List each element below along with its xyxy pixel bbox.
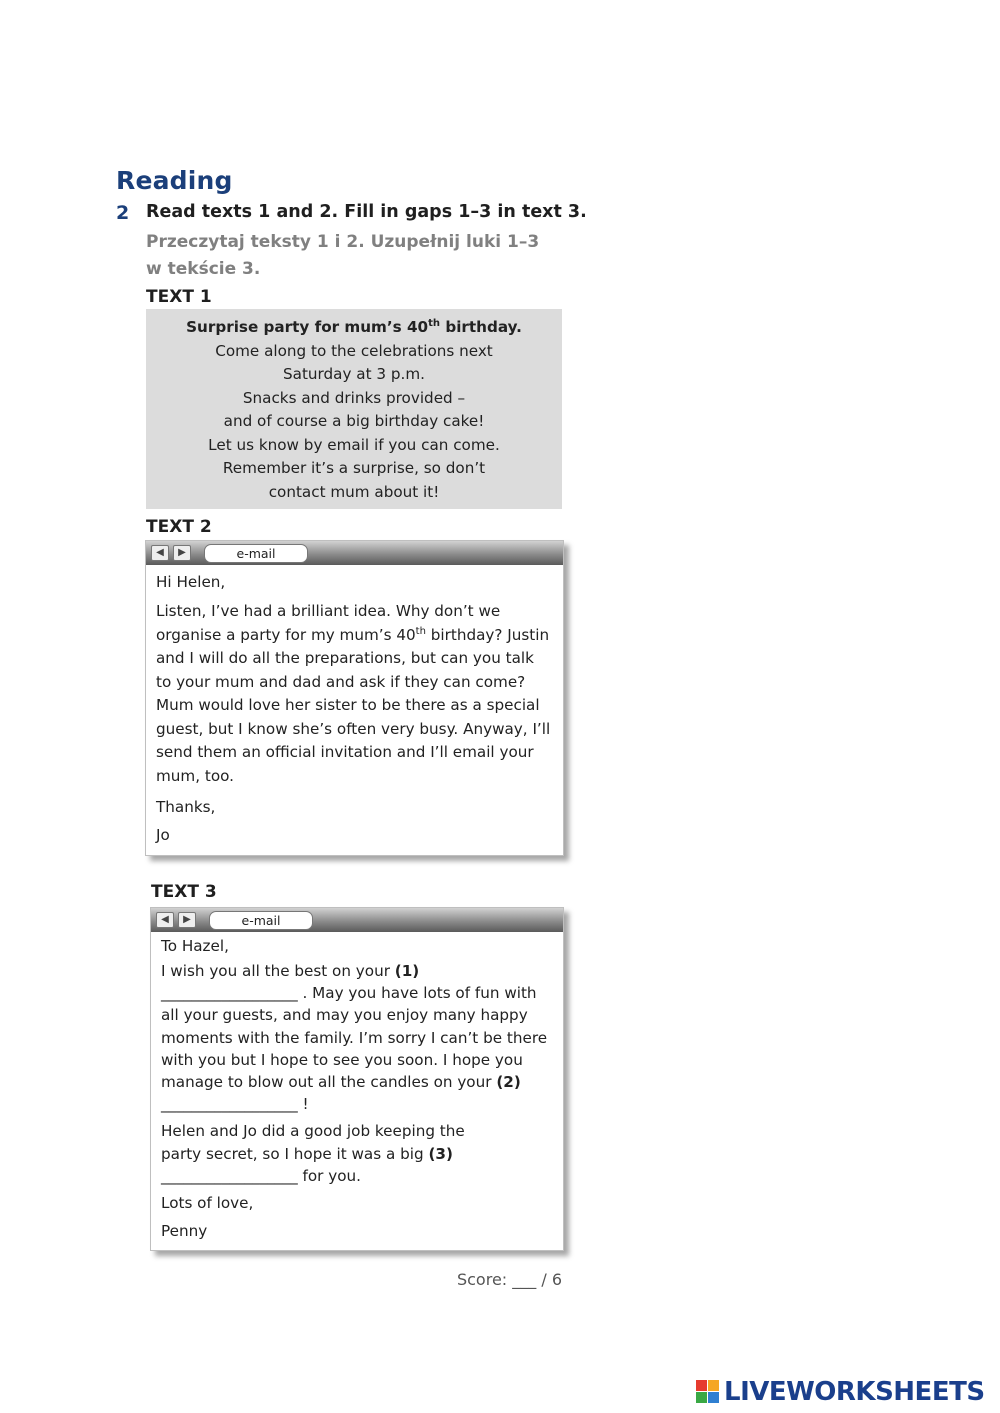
- email-closing: Lots of love,: [161, 1194, 254, 1213]
- gap-3-blank[interactable]: __________________: [161, 1166, 298, 1185]
- section-title: Reading: [116, 166, 233, 195]
- liveworksheets-wordmark: LIVEWORKSHEETS: [724, 1377, 985, 1407]
- notice-line: Remember it’s a surprise, so don’t: [222, 459, 486, 477]
- email-closing: Thanks,: [156, 798, 216, 816]
- email-greeting: Hi Helen,: [156, 573, 226, 591]
- email-toolbar: [146, 541, 563, 565]
- score-label: Score: ___ / 6: [456, 1270, 562, 1289]
- instruction-pl-line-1: Przeczytaj teksty 1 i 2. Uzupełnij luki 1–3: [146, 232, 540, 252]
- notice-headline: Surprise party for mum’s 40th birthday.: [186, 317, 522, 336]
- email-message-gapped: Helen and Jo did a good job keeping the party secret, so I hope it was a big (3) __________________ for you.: [161, 1122, 465, 1185]
- notice-line: Saturday at 3 p.m.: [283, 365, 425, 383]
- email-tab[interactable]: e-mail: [204, 544, 308, 563]
- gap-2-blank[interactable]: __________________: [161, 1095, 298, 1114]
- liveworksheets-cube-icon: [696, 1380, 720, 1404]
- notice-line: and of course a big birthday cake!: [223, 412, 485, 430]
- notice-line: Come along to the celebrations next: [215, 341, 493, 360]
- email-signature: Penny: [161, 1222, 208, 1241]
- back-arrow-icon[interactable]: ◀: [151, 545, 169, 561]
- email-signature: Jo: [156, 826, 170, 844]
- email-greeting: To Hazel,: [161, 937, 229, 955]
- gap-3-label: (3): [428, 1144, 453, 1163]
- email-window-text-3: [150, 907, 564, 1251]
- gap-2-label: (2): [496, 1073, 521, 1092]
- exercise-instruction: Read texts 1 and 2. Fill in gaps 1–3 in text 3.: [146, 202, 587, 222]
- exercise-instruction-polish: [146, 229, 566, 283]
- email-message: Listen, I’ve had a brilliant idea. Why don’t we organise a party for my mum’s 40th birthday? Justin and I will do all the preparations, but can you talk to your mum and dad and ask if they can come? Mum would love her sister to be there as a special guest, but I know she’s often very busy. Anyway, I’ll send them an official invitation and I’ll email your mum, too.: [156, 602, 551, 785]
- back-arrow-icon[interactable]: ◀: [156, 912, 174, 928]
- forward-arrow-icon[interactable]: ▶: [178, 912, 196, 928]
- email-body: [151, 932, 563, 1245]
- instruction-pl-line-2: w tekście 3.: [146, 259, 261, 279]
- text-3-label: TEXT 3: [151, 882, 217, 902]
- text-1-label: TEXT 1: [146, 287, 212, 307]
- email-message-gapped: I wish you all the best on your (1) __________________ . May you have lots of fun with all your guests, and may you enjoy many happy moments with the family. I’m sorry I can’t be there with you but I hope to see you soon. I hope you manage to blow out all the candles on your (2) __________________ !: [161, 962, 548, 1114]
- email-tab[interactable]: e-mail: [209, 911, 313, 930]
- notice-line: contact mum about it!: [268, 482, 440, 501]
- email-window-text-2: [145, 540, 564, 856]
- gap-1-blank[interactable]: __________________: [161, 984, 298, 1003]
- forward-arrow-icon[interactable]: ▶: [173, 545, 191, 561]
- notice-line: Let us know by email if you can come.: [208, 435, 500, 454]
- notice-line: Snacks and drinks provided –: [242, 388, 466, 407]
- party-notice: [146, 309, 562, 509]
- exercise-number: 2: [116, 202, 130, 224]
- email-body: [146, 565, 563, 849]
- email-toolbar: [151, 908, 563, 932]
- gap-1-label: (1): [394, 962, 420, 980]
- text-2-label: TEXT 2: [146, 517, 212, 537]
